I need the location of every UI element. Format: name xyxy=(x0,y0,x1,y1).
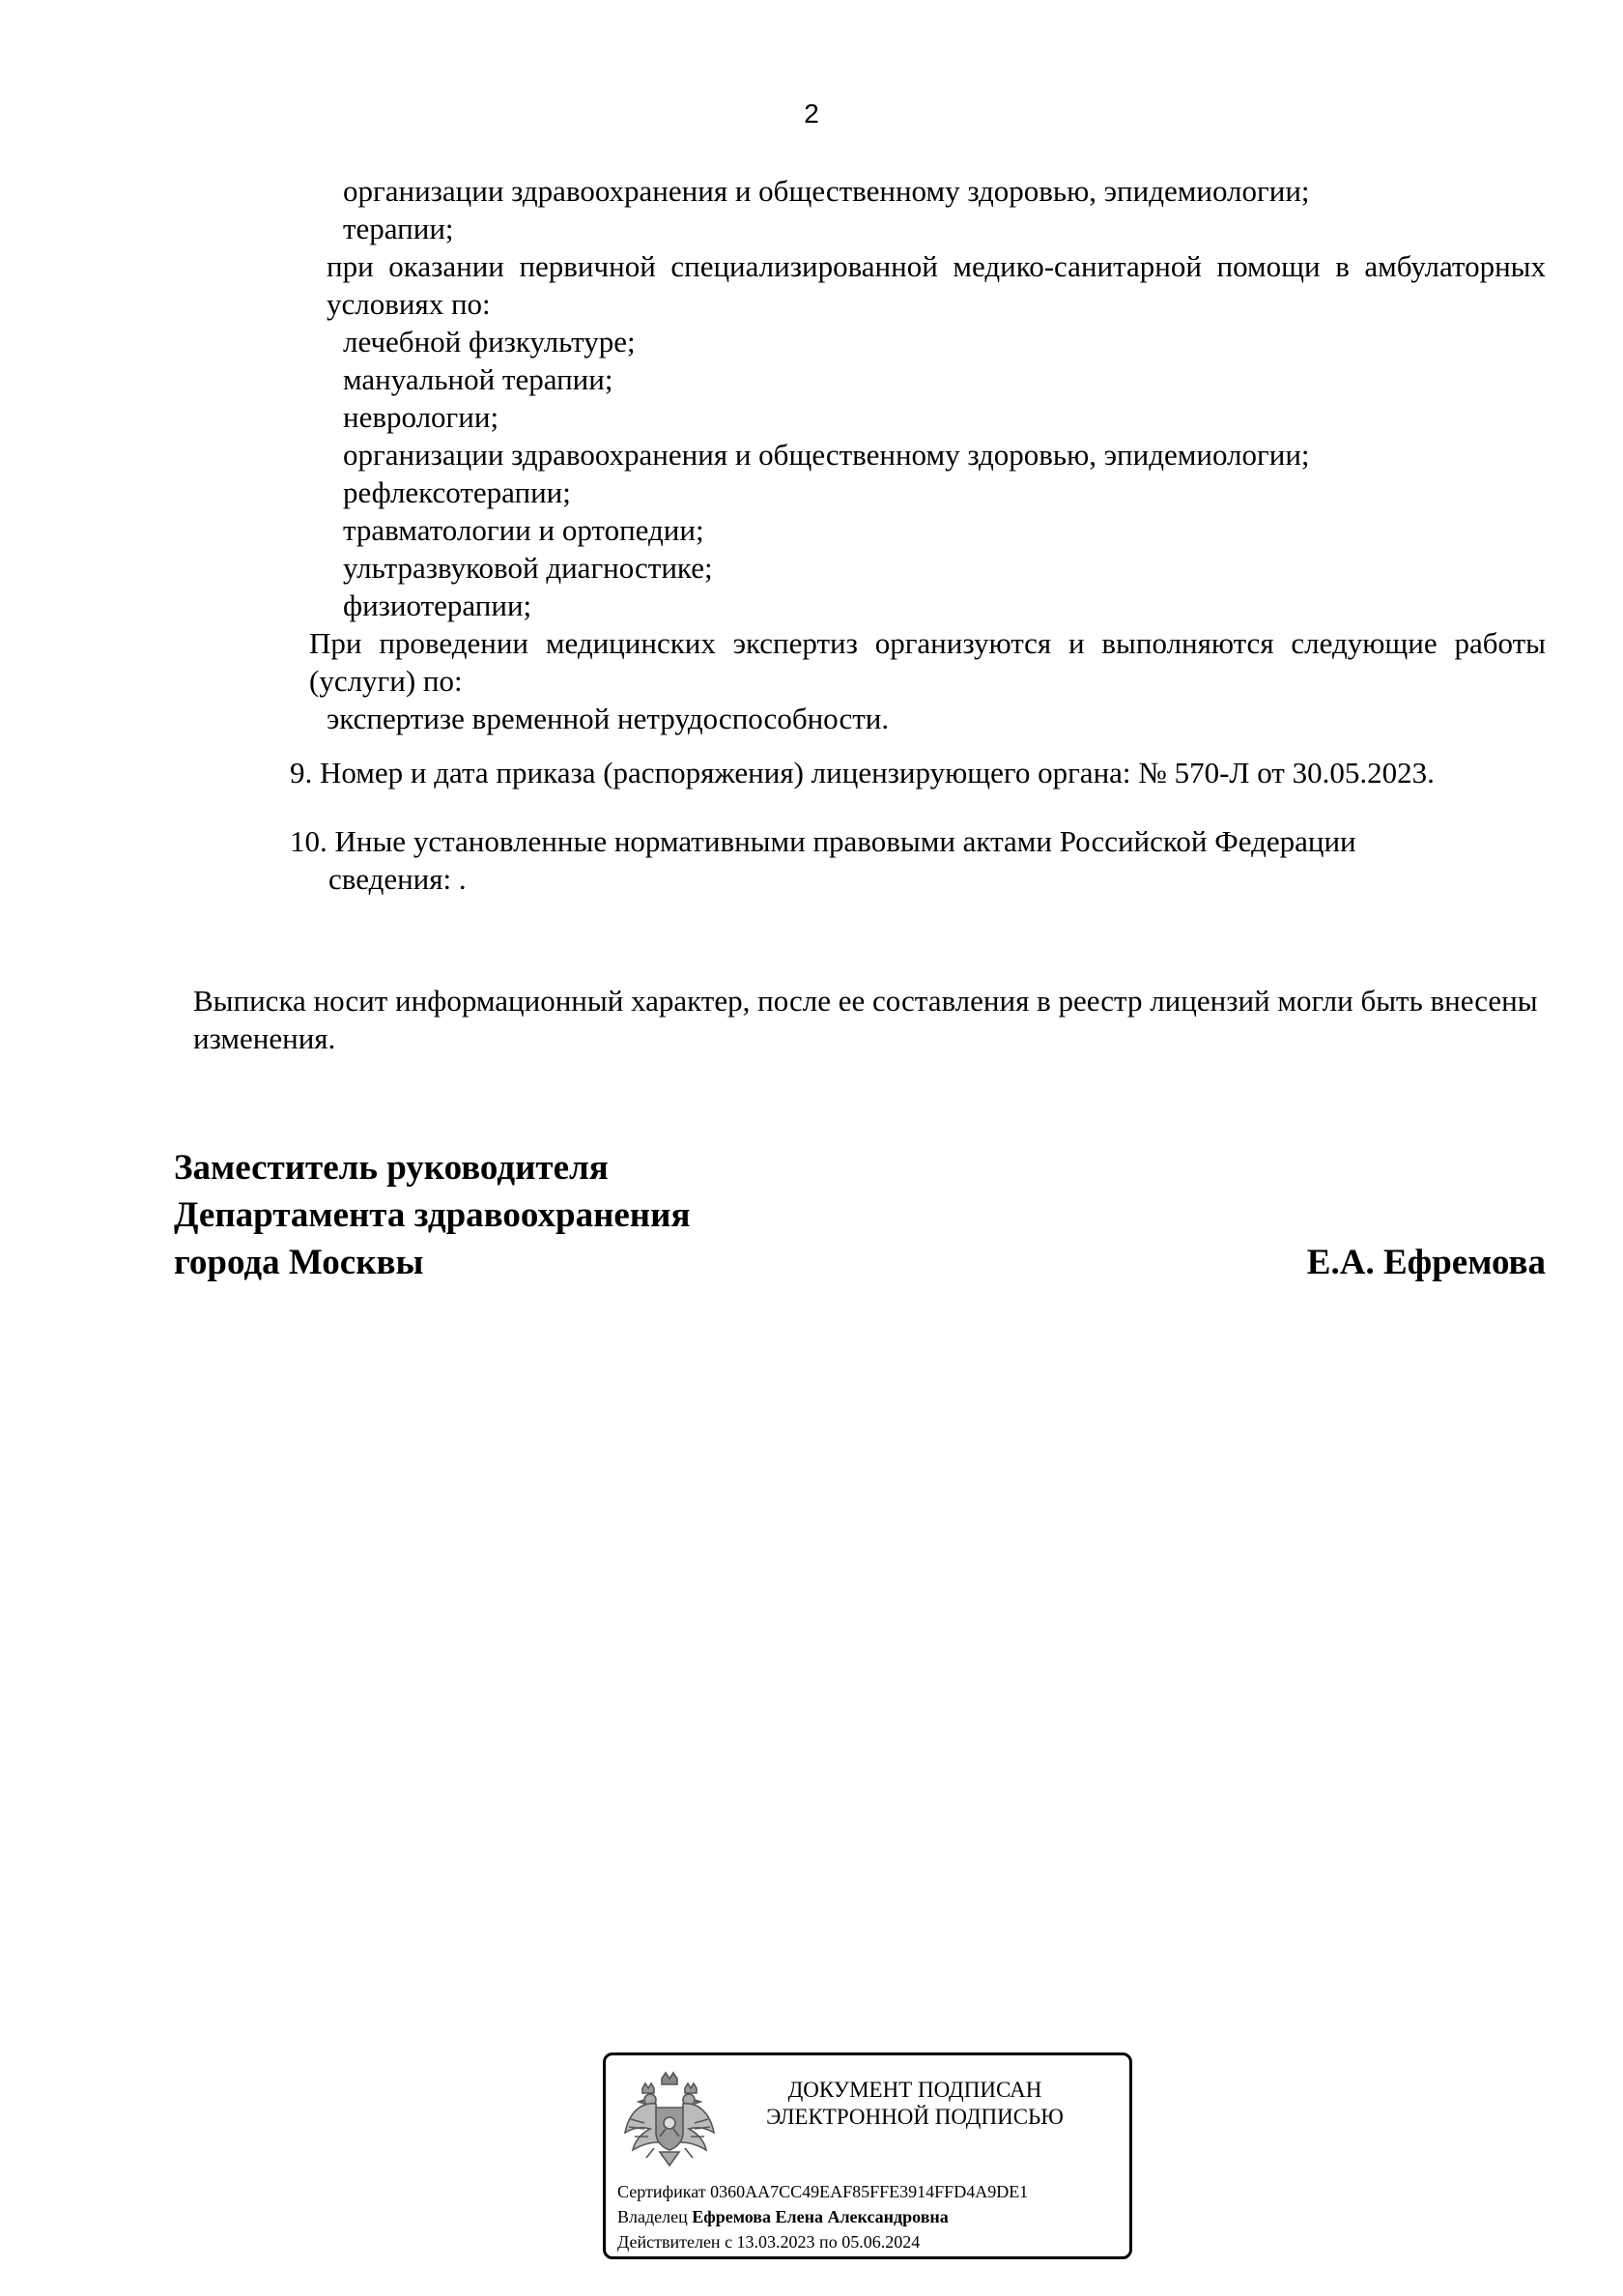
russian-coat-of-arms-icon xyxy=(621,2069,718,2171)
signatory-title-line: Департамента здравоохранения xyxy=(174,1195,691,1235)
outpatient-item: мануальной терапии; xyxy=(343,362,613,396)
outpatient-item: ультразвуковой диагностике; xyxy=(343,551,713,585)
signatory-title xyxy=(174,1144,690,1286)
outpatient-item: травматологии и ортопедии; xyxy=(343,513,704,547)
page-number: 2 xyxy=(804,99,819,129)
stamp-title xyxy=(722,2077,1108,2131)
stamp-title-line: ДОКУМЕНТ ПОДПИСАН xyxy=(787,2078,1042,2102)
outpatient-intro: при оказании первичной специализированной медико-санитарной помощи в амбулаторных условиях по: xyxy=(327,249,1546,321)
certificate-value: 0360AA7CC49EAF85FFE3914FFD4A9DE1 xyxy=(710,2182,1029,2201)
signatory-title-line: города Москвы xyxy=(174,1243,424,1282)
outpatient-item: неврологии; xyxy=(343,400,499,434)
stamp-title-line: ЭЛЕКТРОННОЙ ПОДПИСЬЮ xyxy=(766,2105,1064,2129)
service-line: организации здравоохранения и общественному здоровью, эпидемиологии; xyxy=(343,174,1310,208)
owner-row xyxy=(617,2204,1028,2229)
informational-note: Выписка носит информационный характер, после ее составления в реестр лицензий могли быть внесены изменения. xyxy=(193,984,1538,1055)
expertise-intro: При проведении медицинских экспертиз организуются и выполняются следующие работы (услуги) по: xyxy=(309,626,1546,698)
owner-label: Владелец xyxy=(617,2207,688,2226)
outpatient-item: физиотерапии; xyxy=(343,588,532,622)
electronic-signature-stamp xyxy=(603,2052,1132,2259)
stamp-details xyxy=(617,2179,1028,2254)
signatory-name: Е.А. Ефремова xyxy=(1306,1243,1546,1282)
signatory-title-line: Заместитель руководителя xyxy=(174,1148,609,1188)
service-line: терапии; xyxy=(343,212,454,245)
owner-value: Ефремова Елена Александровна xyxy=(692,2207,949,2226)
certificate-row xyxy=(617,2179,1028,2204)
outpatient-item: организации здравоохранения и общественному здоровью, эпидемиологии; xyxy=(343,438,1310,472)
services-block xyxy=(309,172,1546,737)
item-10-other-info: 10. Иные установленные нормативными правовыми актами Российской Федерации xyxy=(290,824,1356,858)
validity-row: Действителен с 13.03.2023 по 05.06.2024 xyxy=(617,2232,921,2252)
item-9-order-number: 9. Номер и дата приказа (распоряжения) лицензирующего органа: № 570-Л от 30.05.2023. xyxy=(290,756,1435,789)
certificate-label: Сертификат xyxy=(617,2182,706,2201)
expertise-item: экспертизе временной нетрудоспособности. xyxy=(327,702,890,735)
item-10-other-info-value: сведения: . xyxy=(328,862,467,896)
outpatient-item: рефлексотерапии; xyxy=(343,475,571,509)
outpatient-item: лечебной физкультуре; xyxy=(343,325,636,359)
